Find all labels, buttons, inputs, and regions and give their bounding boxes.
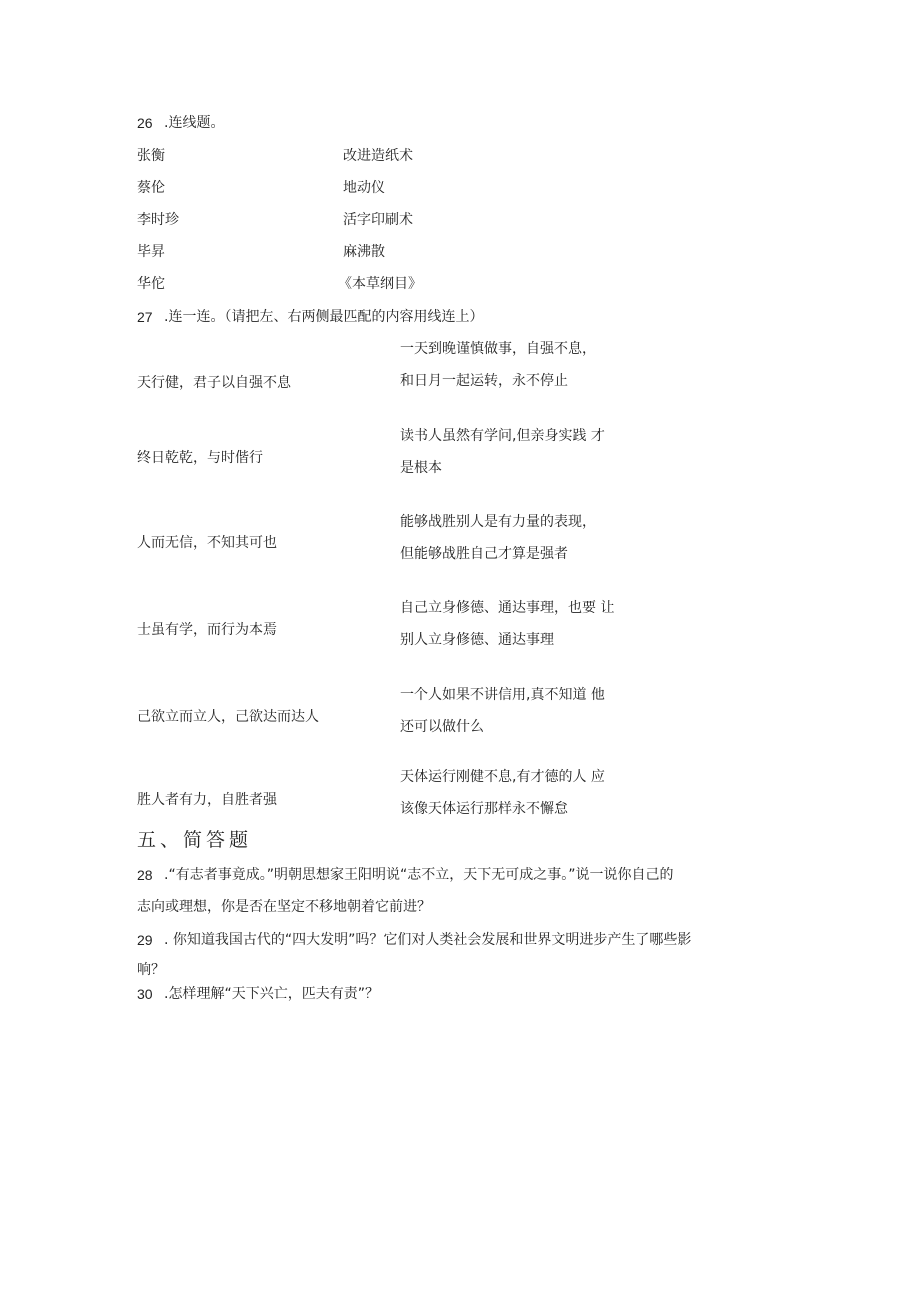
q30-number: 30 [137, 986, 153, 1002]
q28-number: 28 [137, 867, 153, 883]
q26-right-item: 活字印刷术 [343, 212, 413, 228]
q26-left-item: 张衡 [137, 148, 165, 164]
q26-left-item: 蔡伦 [137, 180, 165, 196]
q28-line1: .“有志者事竟成。”明朝思想家王阳明说“志不立，天下无可成之事。”说一说你自己的 [164, 867, 674, 883]
q26-left-item: 毕昇 [137, 244, 165, 260]
q27-right-line: 自己立身修德、通达事理，也要 让 [400, 600, 615, 616]
section-heading: 五、简答题 [137, 829, 253, 851]
q27-left-item: 士虽有学，而行为本焉 [137, 622, 277, 638]
q26-right-item: 麻沸散 [343, 244, 385, 260]
q27-right-line: 该像天体运行那样永不懈怠 [400, 801, 568, 817]
q29-line1: . 你知道我国古代的“四大发明”吗？它们对人类社会发展和世界文明进步产生了哪些影 [164, 932, 692, 948]
q27-right-line: 是根本 [400, 460, 442, 476]
q29-number: 29 [137, 932, 153, 948]
q26-left-item: 华佗 [137, 276, 165, 292]
q27-left-item: 终日乾乾，与时偕行 [137, 450, 263, 466]
q26-right-item: 改进造纸术 [343, 148, 413, 164]
q26-left-item: 李时珍 [137, 212, 179, 228]
q27-right-line: 但能够战胜自己才算是强者 [400, 546, 568, 562]
q29-line2: 响？ [137, 962, 165, 978]
q27-left-item: 胜人者有力，自胜者强 [137, 792, 277, 808]
q27-right-line: 能够战胜别人是有力量的表现， [400, 514, 596, 530]
q26-number: 26 [137, 115, 153, 131]
q27-right-line: 别人立身修德、通达事理 [400, 632, 554, 648]
q30-line1: .怎样理解“天下兴亡，匹夫有责”？ [164, 986, 379, 1002]
q27-right-line: 一天到晚谨慎做事，自强不息， [400, 341, 596, 357]
q27-number: 27 [137, 309, 153, 325]
q27-left-item: 天行健，君子以自强不息 [137, 375, 291, 391]
q26-title: .连线题。 [164, 115, 225, 131]
q27-right-line: 一个人如果不讲信用,真不知道 他 [400, 687, 605, 703]
q27-left-item: 己欲立而立人，己欲达而达人 [137, 709, 319, 725]
q26-right-item: 地动仪 [343, 180, 385, 196]
q27-left-item: 人而无信，不知其可也 [137, 535, 277, 551]
q27-right-line: 天体运行刚健不息,有才德的人 应 [400, 769, 605, 785]
q26-right-item: 《本草纲目》 [338, 276, 422, 292]
q27-right-line: 还可以做什么 [400, 719, 484, 735]
q28-line2: 志向或理想，你是否在坚定不移地朝着它前进？ [137, 899, 431, 915]
q27-right-line: 读书人虽然有学问,但亲身实践 才 [400, 428, 605, 444]
q27-title: .连一连。（请把左、右两侧最匹配的内容用线连上） [164, 309, 484, 325]
q27-right-line: 和日月一起运转，永不停止 [400, 373, 568, 389]
